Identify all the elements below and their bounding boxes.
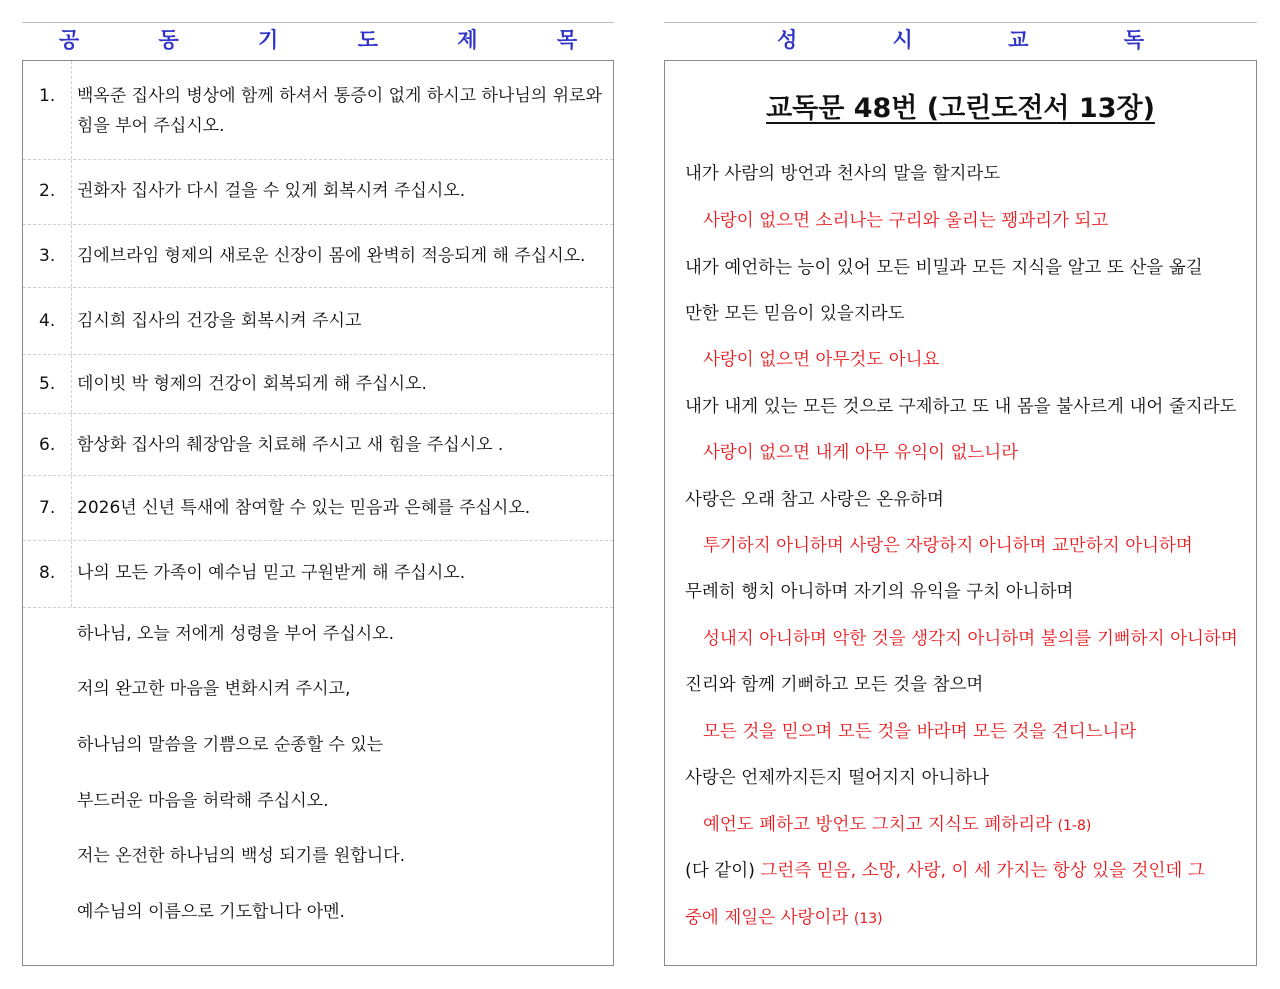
reading-response-line [703,810,1091,841]
reading-response-line: 사랑이 없으면 아무것도 아니요 [703,350,940,370]
prayer-item [23,414,613,476]
responsive-reading-heading: 성 시 교 독 [664,22,1257,57]
reading-line: 사랑은 오래 참고 사랑은 온유하며 [685,490,944,510]
reading-response-line: 투기하지 아니하며 사랑은 자랑하지 아니하며 교만하지 아니하며 [703,536,1193,556]
prayer-topics-panel [22,60,614,966]
reading-line: 무례히 행치 아니하며 자기의 유익을 구치 아니하며 [685,582,1074,602]
reading-line: 내가 사람의 방언과 천사의 말을 할지라도 [685,164,1001,184]
reading-response-line [685,903,883,934]
prayer-item [23,288,613,355]
prayer-text: 권화자 집사가 다시 걸을 수 있게 회복시켜 주십시오. [77,181,466,201]
prayer-text: 김에브라임 형제의 새로운 신장이 몸에 완벽히 적응되게 해 주십시오. [77,246,586,266]
reading-line: 사랑은 언제까지든지 떨어지지 아니하나 [685,768,990,788]
prayer-item [23,225,613,288]
prayer-number: 5. [39,374,56,394]
closing-prayer-line: 하나님, 오늘 저에게 성령을 부어 주십시오. [77,624,395,644]
reading-response-text: 중에 제일은 사랑이라 [685,908,849,928]
reading-line [685,856,1205,886]
prayer-number: 3. [39,246,56,266]
closing-prayer-line: 저의 완고한 마음을 변화시켜 주시고, [77,679,351,699]
reading-line: 내가 예언하는 능이 있어 모든 비밀과 모든 지식을 알고 또 산을 옮길 [685,258,1203,278]
verse-reference: (1-8) [1057,818,1092,834]
prayer-text: 함상화 집사의 췌장암을 치료해 주시고 새 힘을 주십시오 . [77,435,504,455]
closing-prayer-line: 예수님의 이름으로 기도합니다 아멘. [77,902,345,922]
prayer-topics-heading: 공 동 기 도 제 목 [22,22,614,57]
prayer-text: 2026년 신년 특새에 참여할 수 있는 믿음과 은혜를 주십시오. [77,498,531,518]
prayer-text: 데이빗 박 형제의 건강이 회복되게 해 주십시오. [77,374,427,394]
reading-title: 교독문 48번 (고린도전서 13장) [766,93,1155,124]
reading-line: 내가 내게 있는 모든 것으로 구제하고 또 내 몸을 불사르게 내어 줄지라도 [685,397,1237,417]
prayer-text: 김시희 집사의 건강을 회복시켜 주시고 [77,311,362,331]
together-label: (다 같이) [685,861,755,881]
prayer-number: 8. [39,563,56,583]
closing-prayer-line: 저는 온전한 하나님의 백성 되기를 원합니다. [77,846,406,866]
prayer-number: 6. [39,435,56,455]
prayer-text: 백옥준 집사의 병상에 함께 하셔서 통증이 없게 하시고 하나님의 위로와 힘을 부어 주십시오. [77,86,602,136]
verse-reference: (13) [853,911,883,927]
reading-response-line: 성내지 아니하며 악한 것을 생각지 아니하며 불의를 기뻐하지 아니하며 [703,629,1238,649]
responsive-reading-panel [664,60,1257,966]
reading-line: 만한 모든 믿음이 있을지라도 [685,304,905,324]
prayer-item [23,476,613,541]
prayer-number: 2. [39,181,56,201]
reading-line: 진리와 함께 기뻐하고 모든 것을 참으며 [685,675,984,695]
reading-response-line: 모든 것을 믿으며 모든 것을 바라며 모든 것을 견디느니라 [703,722,1137,742]
prayer-item [23,355,613,414]
reading-response-line: 사랑이 없으면 소리나는 구리와 울리는 꽹과리가 되고 [703,211,1109,231]
prayer-item [23,541,613,608]
prayer-number: 7. [39,498,56,518]
closing-prayer-line: 하나님의 말씀을 기쁨으로 순종할 수 있는 [77,735,384,755]
reading-response-text: 예언도 폐하고 방언도 그치고 지식도 폐하리라 [703,815,1053,835]
closing-prayer-line: 부드러운 마음을 허락해 주십시오. [77,791,329,811]
reading-response-line: 사랑이 없으면 내게 아무 유익이 없느니라 [703,443,1019,463]
reading-response-text: 그런즉 믿음, 소망, 사랑, 이 세 가지는 항상 있을 것인데 그 [760,861,1205,881]
prayer-number: 1. [39,86,56,106]
prayer-text: 나의 모든 가족이 예수님 믿고 구원받게 해 주십시오. [77,563,466,583]
prayer-number: 4. [39,311,56,331]
prayer-item [23,160,613,225]
prayer-item [23,61,613,160]
